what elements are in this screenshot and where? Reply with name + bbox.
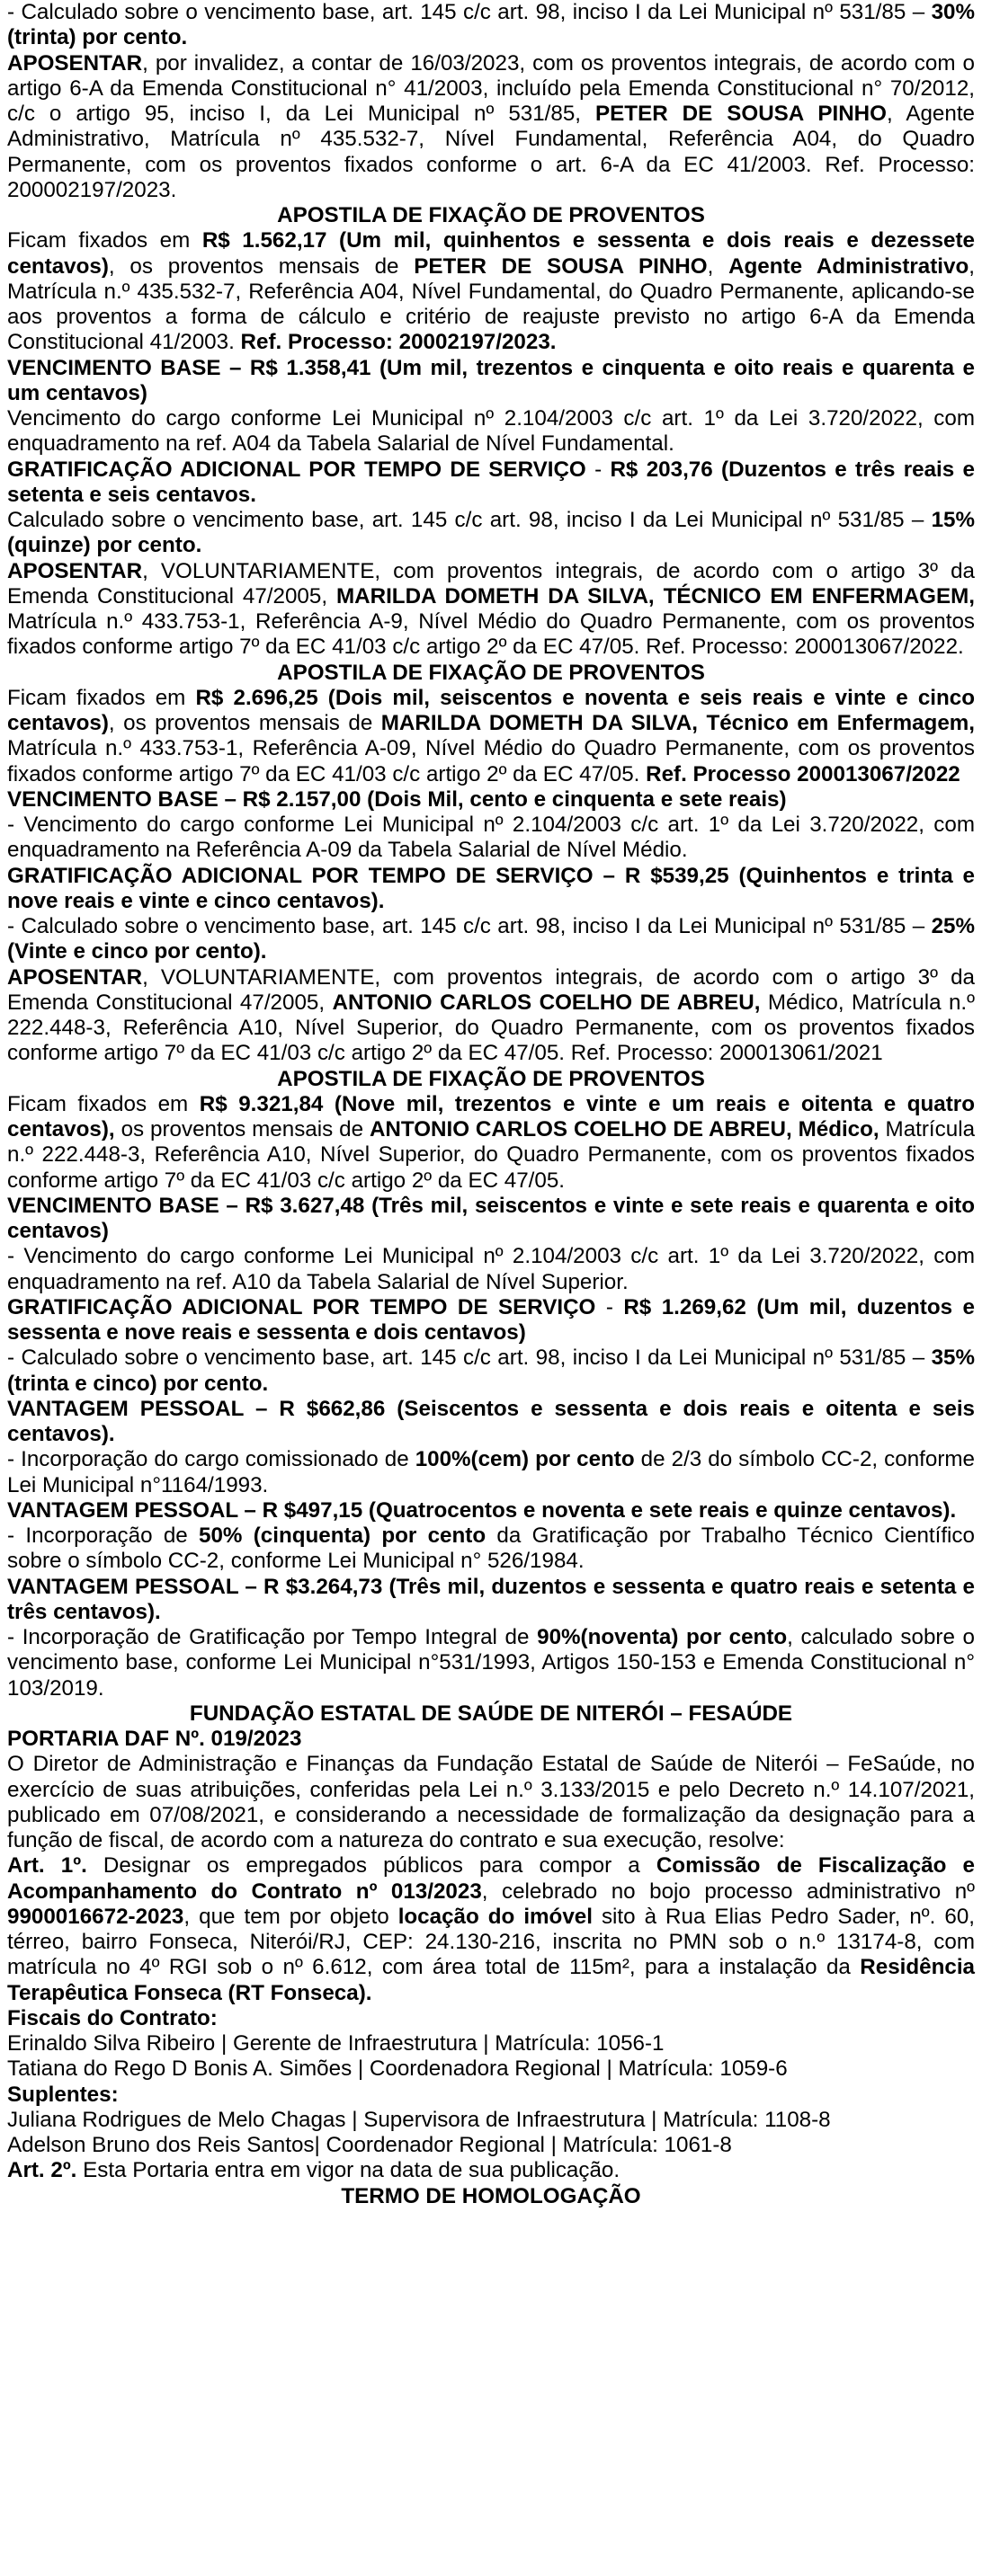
paragraph: [7, 0, 975, 51]
bold-run: VENCIMENTO BASE – R$ 3.627,48 (Três mil, seiscentos e vinte e sete reais e quarenta e oito centavos): [7, 1193, 975, 1243]
text-run: , calculado sobre o vencimento base, conforme Lei Municipal n°531/1993, Artigos 150-153 e Emenda Constitucional n° 103/2019.: [7, 1625, 976, 1701]
paragraph: [7, 864, 975, 915]
bold-run: GRATIFICAÇÃO ADICIONAL POR TEMPO DE SERVIÇO – R $539,25 (Quinhentos e trinta e nove reais e vinte e cinco centavos).: [7, 863, 975, 913]
text-run: Matrícula n.º 433.753-1, Referência A-09, Nível Médio do Quadro Permanente, com os proventos fixados conforme artigo 7º da EC 41/03 c/c artigo 2º da EC 47/05.: [7, 736, 975, 786]
text-run: , os proventos mensais de: [108, 711, 381, 735]
bold-run: 100%(cem) por cento: [415, 1447, 635, 1472]
paragraph: [7, 1523, 975, 1575]
text-run: - Incorporação de Gratificação por Tempo Integral de: [7, 1625, 538, 1649]
bold-run: Ref. Processo 200013067/2022: [646, 761, 960, 786]
bold-run: 35% (trinta e cinco) por cento.: [7, 1346, 975, 1396]
bold-run: FUNDAÇÃO ESTATAL DE SAÚDE DE NITERÓI – FESAÚDE: [189, 1701, 793, 1726]
paragraph: [7, 1727, 975, 1752]
paragraph: [7, 508, 975, 559]
text-run: Tatiana do Rego D Bonis A. Simões | Coordenadora Regional | Matrícula: 1059-6: [7, 2056, 788, 2082]
bold-run: MARILDA DOMETH DA SILVA, TÉCNICO EM ENFERMAGEM,: [336, 583, 975, 608]
text-run: Adelson Bruno dos Reis Santos| Coordenador Regional | Matrícula: 1061-8: [7, 2133, 732, 2157]
bold-run: GRATIFICAÇÃO ADICIONAL POR TEMPO DE SERVIÇO: [7, 1294, 596, 1319]
bold-run: Residência Terapêutica Fonseca (RT Fonseca).: [7, 1955, 975, 2005]
paragraph: [7, 914, 975, 965]
paragraph: [7, 2006, 975, 2031]
text-run: - Vencimento do cargo conforme Lei Municipal nº 2.104/2003 c/c art. 1º da Lei 3.720/2022, com enquadramento na ref. A10 da Tabela Salarial de Nível Superior.: [7, 1244, 975, 1294]
text-run: Ficam fixados em: [7, 685, 196, 710]
bold-run: R$ 1.269,62 (Um mil, duzentos e sessenta e nove reais e sessenta e dois centavos): [7, 1294, 975, 1345]
bold-run: ANTONIO CARLOS COELHO DE ABREU, Médico,: [369, 1117, 879, 1141]
paragraph: [7, 1194, 975, 1245]
paragraph: [7, 2184, 975, 2209]
paragraph: [7, 813, 975, 864]
text-run: - Incorporação de: [7, 1523, 200, 1548]
paragraph: [7, 1498, 975, 1523]
bold-run: Suplentes:: [7, 2082, 119, 2107]
text-run: Ficam fixados em: [7, 228, 202, 253]
bold-run: VANTAGEM PESSOAL – R $497,15 (Quatrocentos e noventa e sete reais e quinze centavos).: [7, 1497, 957, 1523]
text-run: Calculado sobre o vencimento base, art. 145 c/c art. 98, inciso I da Lei Municipal nº 531/85 –: [7, 508, 932, 532]
text-run: , os proventos mensais de: [108, 253, 415, 279]
paragraph: [7, 2083, 975, 2108]
bold-run: locação do imóvel: [397, 1904, 593, 1929]
bold-run: R$ 1.562,17 (Um mil, quinhentos e sessenta e dois reais e dezessete centavos): [7, 228, 975, 279]
bold-run: VANTAGEM PESSOAL – R $662,86 (Seiscentos e sessenta e dois reais e oitenta e seis centavos).: [7, 1396, 975, 1446]
paragraph: [7, 1295, 975, 1346]
bold-run: PETER DE SOUSA PINHO: [414, 253, 708, 279]
text-run: os proventos mensais de: [121, 1117, 370, 1141]
paragraph: [7, 457, 975, 509]
text-run: - Vencimento do cargo conforme Lei Municipal nº 2.104/2003 c/c art. 1º da Lei 3.720/2022, com enquadramento na Referência A-09 da Tabela Salarial de Nível Médio.: [7, 813, 975, 863]
paragraph: [7, 1346, 975, 1397]
text-run: Juliana Rodrigues de Melo Chagas | Supervisora de Infraestrutura | Matrícula: 1108-8: [7, 2107, 831, 2132]
bold-run: APOSTILA DE FIXAÇÃO DE PROVENTOS: [277, 660, 705, 685]
bold-run: Fiscais do Contrato:: [7, 2005, 218, 2030]
text-run: Esta Portaria entra em vigor na data de sua publicação.: [76, 2158, 620, 2183]
paragraph: [7, 965, 975, 1067]
text-run: Ficam fixados em: [7, 1091, 200, 1116]
paragraph: [7, 203, 975, 228]
paragraph: [7, 787, 975, 813]
bold-run: Ref. Processo: 20002197/2023.: [240, 330, 557, 355]
bold-run: 25% (Vinte e cinco por cento).: [7, 914, 975, 964]
text-run: -: [585, 457, 611, 482]
bold-run: Agente Administrativo: [728, 253, 969, 279]
text-run: , Matrícula n.º 435.532-7, Referência A04, Nível Fundamental, do Quadro Permanente, aplicando-se aos proventos a forma de cálculo e critério de reajuste previsto no artigo 6-A da Emenda Constitucional 41/2003.: [7, 253, 975, 355]
paragraph: [7, 1447, 975, 1498]
paragraph: [7, 1397, 975, 1448]
bold-run: APOSENTAR: [7, 50, 143, 76]
text-run: ,: [707, 253, 729, 279]
paragraph: [7, 1067, 975, 1092]
paragraph: [7, 559, 975, 661]
paragraph: [7, 2133, 975, 2158]
bold-run: APOSTILA DE FIXAÇÃO DE PROVENTOS: [277, 203, 705, 227]
bold-run: Comissão de Fiscalização e Acompanhamento do Contrato nº 013/2023: [7, 1853, 976, 1904]
paragraph: [7, 1575, 975, 1626]
text-run: O Diretor de Administração e Finanças da Fundação Estatal de Saúde de Niterói – FeSaúde, no exercício de suas atribuições, conferidas pela Lei n.º 3.133/2015 e pelo Decreto n.º 14.107/2021, publicado em 07/08/2021, e considerando a necessidade de formalização da designação para a função de fiscal, de acordo com a natureza do contrato e sua execução, resolve:: [7, 1752, 975, 1852]
paragraph: [7, 661, 975, 686]
bold-run: Art. 1º.: [7, 1853, 87, 1879]
bold-run: VENCIMENTO BASE – R$ 2.157,00 (Dois Mil, cento e cinquenta e sete reais): [7, 786, 787, 812]
text-run: - Calculado sobre o vencimento base, art. 145 c/c art. 98, inciso I da Lei Municipal nº 531/85 –: [7, 0, 932, 24]
text-run: - Calculado sobre o vencimento base, art. 145 c/c art. 98, inciso I da Lei Municipal nº 531/85 –: [7, 1346, 932, 1371]
bold-run: 30% (trinta) por cento.: [7, 0, 975, 50]
paragraph: [7, 1244, 975, 1295]
bold-run: 15% (quinze) por cento.: [7, 508, 975, 558]
paragraph: [7, 1701, 975, 1727]
text-run: - Incorporação do cargo comissionado de: [7, 1447, 415, 1472]
paragraph: [7, 2158, 975, 2183]
paragraph: [7, 1092, 975, 1194]
paragraph: [7, 2031, 975, 2056]
paragraph: [7, 356, 975, 407]
text-run: da Gratificação por Trabalho Técnico Científico sobre o símbolo CC-2, conforme Lei Municipal n° 526/1984.: [7, 1523, 975, 1574]
bold-run: TERMO DE HOMOLOGAÇÃO: [341, 2183, 641, 2208]
text-run: , celebrado no bojo processo administrativo nº: [481, 1879, 975, 1904]
bold-run: 90%(noventa) por cento: [537, 1625, 788, 1649]
text-run: Designar os empregados públicos para compor a: [86, 1853, 656, 1879]
bold-run: VANTAGEM PESSOAL – R $3.264,73 (Três mil, duzentos e sessenta e quatro reais e setenta e três centavos).: [7, 1574, 975, 1624]
paragraph: [7, 2108, 975, 2133]
text-run: , VOLUNTARIAMENTE, com proventos integrais, de acordo com o artigo 3º da Emenda Constitucional 47/2005,: [7, 558, 975, 608]
bold-run: 9900016672-2023: [7, 1904, 184, 1929]
bold-run: ANTONIO CARLOS COELHO DE ABREU,: [332, 990, 761, 1015]
paragraph: [7, 2056, 975, 2082]
paragraph: [7, 1752, 975, 1853]
paragraph: [7, 51, 975, 204]
bold-run: GRATIFICAÇÃO ADICIONAL POR TEMPO DE SERVIÇO: [7, 457, 586, 482]
text-run: sito à Rua Elias Pedro Sader, nº. 60, térreo, bairro Fonseca, Niterói/RJ, CEP: 24.130-216, inscrita no PMN sob o n.º 13174-8, com matrícula no 4º RGI sob o nº 6.612, com área total de 115m², para a instalação da: [7, 1904, 975, 1980]
bold-run: PORTARIA DAF Nº. 019/2023: [7, 1727, 302, 1751]
text-run: Médico, Matrícula n.º 222.448-3, Referência A10, Nível Superior, do Quadro Permanente, com os proventos fixados conforme artigo 7º da EC 41/03 c/c artigo 2º da EC 47/05. Ref. Processo: 200013061/2021: [7, 990, 975, 1066]
text-run: , VOLUNTARIAMENTE, com proventos integrais, de acordo com o artigo 3º da Emenda Constitucional 47/2005,: [7, 964, 975, 1015]
text-run: Erinaldo Silva Ribeiro | Gerente de Infraestrutura | Matrícula: 1056-1: [7, 2031, 665, 2056]
text-run: -: [595, 1294, 624, 1319]
paragraph: [7, 1853, 975, 2006]
bold-run: APOSENTAR: [7, 558, 143, 583]
bold-run: R$ 9.321,84 (: [199, 1091, 342, 1116]
text-run: , por invalidez, a contar de 16/03/2023, com os proventos integrais, de acordo com o artigo 6-A da Emenda Constitucional n° 41/2003, incluído pela Emenda Constitucional n° 70/2012, c/c o artigo 95, inciso I, da Lei Municipal nº 531/85,: [7, 50, 975, 126]
bold-run: APOSTILA DE FIXAÇÃO DE PROVENTOS: [277, 1066, 705, 1091]
paragraph: [7, 406, 975, 457]
paragraph: [7, 1625, 975, 1701]
bold-run: R$ 2.696,25 (Dois mil, seiscentos e noventa e seis reais e vinte e cinco centavos): [7, 685, 975, 735]
bold-run: Art. 2º.: [7, 2158, 77, 2183]
text-run: de 2/3 do símbolo CC-2, conforme Lei Municipal n°1164/1993.: [7, 1447, 975, 1497]
bold-run: R$ 203,76 (Duzentos e três reais e setenta e seis centavos.: [7, 457, 975, 507]
bold-run: Nove mil, trezentos e vinte e um reais e oitenta e quatro centavos),: [7, 1091, 975, 1141]
paragraph: [7, 228, 975, 355]
bold-run: 50% (cinquenta) por cento: [199, 1523, 487, 1548]
text-run: Matrícula n.º 433.753-1, Referência A-9, Nível Médio do Quadro Permanente, com os proventos fixados conforme artigo 7º da EC 41/03 c/c artigo 2º da EC 47/05. Ref. Processo: 200013067/2022.: [7, 609, 975, 660]
text-run: , Agente Administrativo, Matrícula nº 435.532-7, Nível Fundamental, Referência A04, do Quadro Permanente, com os proventos fixados conforme o art. 6-A da EC 41/2003. Ref. Processo: 200002197/2023.: [7, 102, 976, 202]
text-run: - Calculado sobre o vencimento base, art. 145 c/c art. 98, inciso I da Lei Municipal nº 531/85 –: [7, 914, 932, 938]
bold-run: MARILDA DOMETH DA SILVA, Técnico em Enfermagem,: [380, 711, 975, 735]
paragraph: [7, 686, 975, 787]
bold-run: VENCIMENTO BASE – R$ 1.358,41 (Um mil, trezentos e cinquenta e oito reais e quarenta e um centavos): [7, 355, 975, 405]
bold-run: PETER DE SOUSA PINHO: [595, 102, 887, 126]
text-run: Vencimento do cargo conforme Lei Municipal nº 2.104/2003 c/c art. 1º da Lei 3.720/2022, com enquadramento na ref. A04 da Tabela Salarial de Nível Fundamental.: [7, 406, 975, 457]
bold-run: APOSENTAR: [7, 964, 143, 990]
text-run: Matrícula n.º 222.448-3, Referência A10, Nível Superior, do Quadro Permanente, com os proventos fixados conforme artigo 7º da EC 41/03 c/c artigo 2º da EC 47/05.: [7, 1117, 976, 1193]
text-run: , que tem por objeto: [183, 1904, 398, 1929]
